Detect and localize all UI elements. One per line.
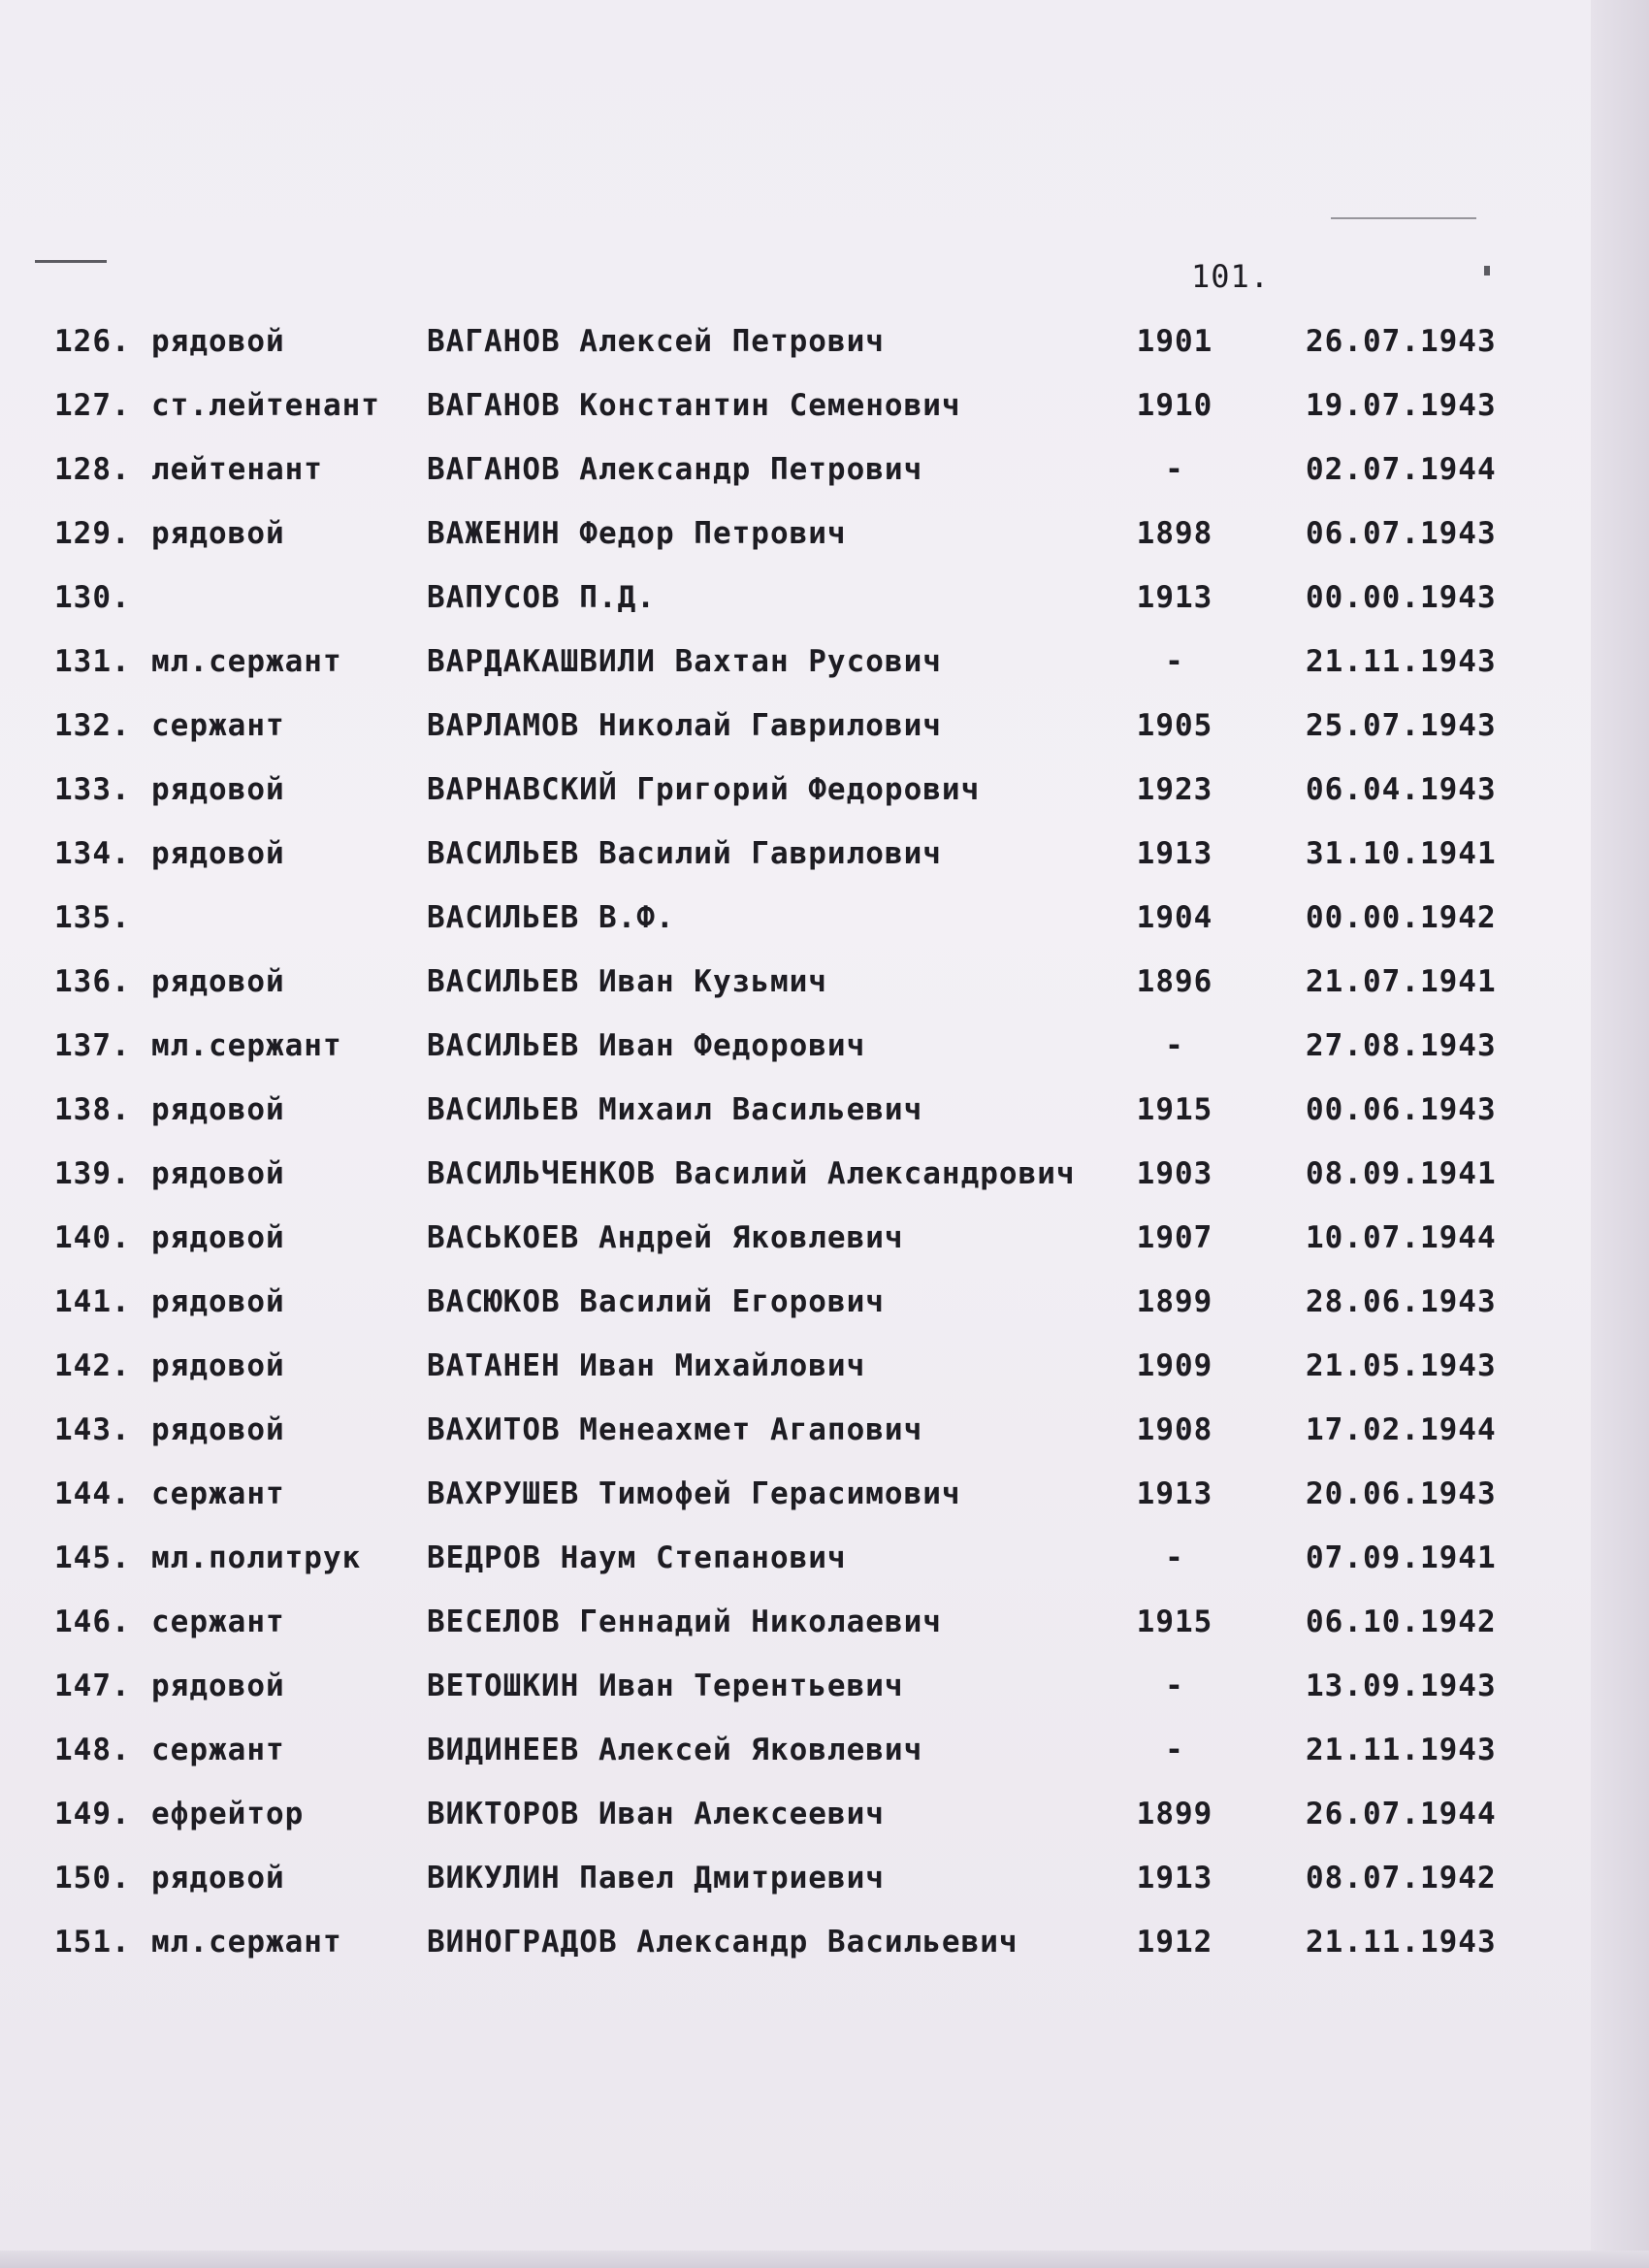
- military-rank: рядовой: [151, 1220, 285, 1255]
- death-date: 06.10.1942: [1306, 1604, 1497, 1639]
- military-rank: лейтенант: [151, 452, 323, 487]
- person-name: ВАХИТОВ Менеахмет Агапович: [427, 1412, 923, 1447]
- scan-mark-left: [35, 260, 107, 263]
- birth-year: 1923: [1136, 772, 1213, 807]
- scan-mark-dot: [1484, 266, 1490, 275]
- death-date: 00.00.1943: [1306, 580, 1497, 615]
- death-date: 26.07.1943: [1306, 324, 1497, 359]
- birth-year: 1915: [1136, 1092, 1213, 1127]
- list-row: [0, 1277, 1591, 1341]
- person-name: ВЕСЕЛОВ Геннадий Николаевич: [427, 1604, 942, 1639]
- death-date: 02.07.1944: [1306, 452, 1497, 487]
- person-name: ВАСИЛЬЕВ Иван Федорович: [427, 1028, 866, 1063]
- birth-year: 1899: [1136, 1284, 1213, 1319]
- birth-year: 1909: [1136, 1348, 1213, 1383]
- person-name: ВАРДАКАШВИЛИ Вахтан Русович: [427, 644, 942, 679]
- scan-mark-top-right: [1331, 217, 1476, 219]
- row-number: 150.: [54, 1861, 131, 1895]
- person-name: ВАРНАВСКИЙ Григорий Федорович: [427, 772, 981, 807]
- row-number: 141.: [54, 1284, 131, 1319]
- death-date: 17.02.1944: [1306, 1412, 1497, 1447]
- birth-year: -: [1165, 1540, 1184, 1575]
- birth-year: 1903: [1136, 1156, 1213, 1191]
- death-date: 06.07.1943: [1306, 516, 1497, 551]
- row-number: 129.: [54, 516, 131, 551]
- row-number: 131.: [54, 644, 131, 679]
- birth-year: 1910: [1136, 388, 1213, 423]
- birth-year: 1913: [1136, 1861, 1213, 1895]
- death-date: 28.06.1943: [1306, 1284, 1497, 1319]
- military-rank: рядовой: [151, 964, 285, 999]
- military-rank: рядовой: [151, 324, 285, 359]
- list-row: [0, 1725, 1591, 1789]
- person-name: ВИНОГРАДОВ Александр Васильевич: [427, 1925, 1018, 1960]
- row-number: 139.: [54, 1156, 131, 1191]
- death-date: 21.11.1943: [1306, 644, 1497, 679]
- birth-year: 1904: [1136, 900, 1213, 935]
- death-date: 13.09.1943: [1306, 1669, 1497, 1703]
- list-row: [0, 1341, 1591, 1405]
- birth-year: 1908: [1136, 1412, 1213, 1447]
- birth-year: 1915: [1136, 1604, 1213, 1639]
- row-number: 132.: [54, 708, 131, 743]
- death-date: 20.06.1943: [1306, 1476, 1497, 1511]
- list-row: [0, 1405, 1591, 1469]
- casualty-list: [0, 316, 1591, 1981]
- person-name: ВАСИЛЬЕВ Иван Кузьмич: [427, 964, 827, 999]
- military-rank: рядовой: [151, 1861, 285, 1895]
- death-date: 06.04.1943: [1306, 772, 1497, 807]
- birth-year: 1901: [1136, 324, 1213, 359]
- row-number: 128.: [54, 452, 131, 487]
- birth-year: 1913: [1136, 1476, 1213, 1511]
- birth-year: 1899: [1136, 1797, 1213, 1831]
- birth-year: 1898: [1136, 516, 1213, 551]
- list-row: [0, 508, 1591, 572]
- birth-year: 1896: [1136, 964, 1213, 999]
- row-number: 148.: [54, 1733, 131, 1767]
- row-number: 133.: [54, 772, 131, 807]
- person-name: ВАГАНОВ Константин Семенович: [427, 388, 961, 423]
- birth-year: -: [1165, 452, 1184, 487]
- person-name: ВАТАНЕН Иван Михайлович: [427, 1348, 866, 1383]
- person-name: ВИДИНЕЕВ Алексей Яковлевич: [427, 1733, 923, 1767]
- death-date: 21.11.1943: [1306, 1733, 1497, 1767]
- military-rank: сержант: [151, 1604, 285, 1639]
- row-number: 142.: [54, 1348, 131, 1383]
- list-row: [0, 1917, 1591, 1981]
- military-rank: мл.сержант: [151, 1925, 342, 1960]
- person-name: ВАСИЛЬЕВ В.Ф.: [427, 900, 675, 935]
- person-name: ВАРЛАМОВ Николай Гаврилович: [427, 708, 942, 743]
- birth-year: 1913: [1136, 836, 1213, 871]
- military-rank: рядовой: [151, 1412, 285, 1447]
- row-number: 130.: [54, 580, 131, 615]
- row-number: 136.: [54, 964, 131, 999]
- military-rank: ефрейтор: [151, 1797, 305, 1831]
- person-name: ВАЖЕНИН Федор Петрович: [427, 516, 847, 551]
- military-rank: рядовой: [151, 516, 285, 551]
- row-number: 137.: [54, 1028, 131, 1063]
- row-number: 149.: [54, 1797, 131, 1831]
- death-date: 31.10.1941: [1306, 836, 1497, 871]
- list-row: [0, 764, 1591, 828]
- row-number: 144.: [54, 1476, 131, 1511]
- list-row: [0, 956, 1591, 1021]
- list-row: [0, 828, 1591, 892]
- death-date: 00.06.1943: [1306, 1092, 1497, 1127]
- person-name: ВАХРУШЕВ Тимофей Герасимович: [427, 1476, 961, 1511]
- death-date: 08.07.1942: [1306, 1861, 1497, 1895]
- list-row: [0, 444, 1591, 508]
- military-rank: сержант: [151, 708, 285, 743]
- military-rank: ст.лейтенант: [151, 388, 380, 423]
- military-rank: рядовой: [151, 1156, 285, 1191]
- row-number: 143.: [54, 1412, 131, 1447]
- person-name: ВАСИЛЬЕВ Михаил Васильевич: [427, 1092, 923, 1127]
- list-row: [0, 1149, 1591, 1213]
- military-rank: сержант: [151, 1476, 285, 1511]
- military-rank: сержант: [151, 1733, 285, 1767]
- person-name: ВЕТОШКИН Иван Терентьевич: [427, 1669, 904, 1703]
- birth-year: 1907: [1136, 1220, 1213, 1255]
- list-row: [0, 1853, 1591, 1917]
- death-date: 00.00.1942: [1306, 900, 1497, 935]
- birth-year: 1913: [1136, 580, 1213, 615]
- death-date: 19.07.1943: [1306, 388, 1497, 423]
- death-date: 21.07.1941: [1306, 964, 1497, 999]
- list-row: [0, 1597, 1591, 1661]
- military-rank: рядовой: [151, 1092, 285, 1127]
- person-name: ВИКУЛИН Павел Дмитриевич: [427, 1861, 885, 1895]
- military-rank: мл.сержант: [151, 1028, 342, 1063]
- death-date: 26.07.1944: [1306, 1797, 1497, 1831]
- person-name: ВАСИЛЬЧЕНКОВ Василий Александрович: [427, 1156, 1076, 1191]
- military-rank: мл.политрук: [151, 1540, 362, 1575]
- person-name: ВАГАНОВ Алексей Петрович: [427, 324, 885, 359]
- person-name: ВЕДРОВ Наум Степанович: [427, 1540, 847, 1575]
- list-row: [0, 892, 1591, 956]
- row-number: 127.: [54, 388, 131, 423]
- birth-year: -: [1165, 644, 1184, 679]
- military-rank: рядовой: [151, 836, 285, 871]
- list-row: [0, 1533, 1591, 1597]
- military-rank: рядовой: [151, 1669, 285, 1703]
- birth-year: -: [1165, 1669, 1184, 1703]
- death-date: 07.09.1941: [1306, 1540, 1497, 1575]
- birth-year: -: [1165, 1028, 1184, 1063]
- birth-year: 1912: [1136, 1925, 1213, 1960]
- military-rank: рядовой: [151, 772, 285, 807]
- page-number: 101.: [1191, 258, 1271, 295]
- list-row: [0, 316, 1591, 380]
- birth-year: -: [1165, 1733, 1184, 1767]
- list-row: [0, 1213, 1591, 1277]
- person-name: ВАСЬКОЕВ Андрей Яковлевич: [427, 1220, 904, 1255]
- person-name: ВАСИЛЬЕВ Василий Гаврилович: [427, 836, 942, 871]
- row-number: 138.: [54, 1092, 131, 1127]
- death-date: 08.09.1941: [1306, 1156, 1497, 1191]
- row-number: 134.: [54, 836, 131, 871]
- row-number: 140.: [54, 1220, 131, 1255]
- person-name: ВАГАНОВ Александр Петрович: [427, 452, 923, 487]
- list-row: [0, 1661, 1591, 1725]
- row-number: 126.: [54, 324, 131, 359]
- death-date: 21.05.1943: [1306, 1348, 1497, 1383]
- list-row: [0, 380, 1591, 444]
- scan-edge-right: [1591, 0, 1649, 2268]
- list-row: [0, 1469, 1591, 1533]
- death-date: 27.08.1943: [1306, 1028, 1497, 1063]
- scan-edge-bottom: [0, 2251, 1649, 2268]
- death-date: 10.07.1944: [1306, 1220, 1497, 1255]
- birth-year: 1905: [1136, 708, 1213, 743]
- list-row: [0, 572, 1591, 636]
- death-date: 21.11.1943: [1306, 1925, 1497, 1960]
- list-row: [0, 1789, 1591, 1853]
- row-number: 146.: [54, 1604, 131, 1639]
- list-row: [0, 636, 1591, 700]
- military-rank: мл.сержант: [151, 644, 342, 679]
- list-row: [0, 1085, 1591, 1149]
- person-name: ВИКТОРОВ Иван Алексеевич: [427, 1797, 885, 1831]
- death-date: 25.07.1943: [1306, 708, 1497, 743]
- person-name: ВАСЮКОВ Василий Егорович: [427, 1284, 885, 1319]
- row-number: 135.: [54, 900, 131, 935]
- row-number: 145.: [54, 1540, 131, 1575]
- row-number: 147.: [54, 1669, 131, 1703]
- row-number: 151.: [54, 1925, 131, 1960]
- person-name: ВАПУСОВ П.Д.: [427, 580, 656, 615]
- military-rank: рядовой: [151, 1284, 285, 1319]
- military-rank: рядовой: [151, 1348, 285, 1383]
- list-row: [0, 1021, 1591, 1085]
- list-row: [0, 700, 1591, 764]
